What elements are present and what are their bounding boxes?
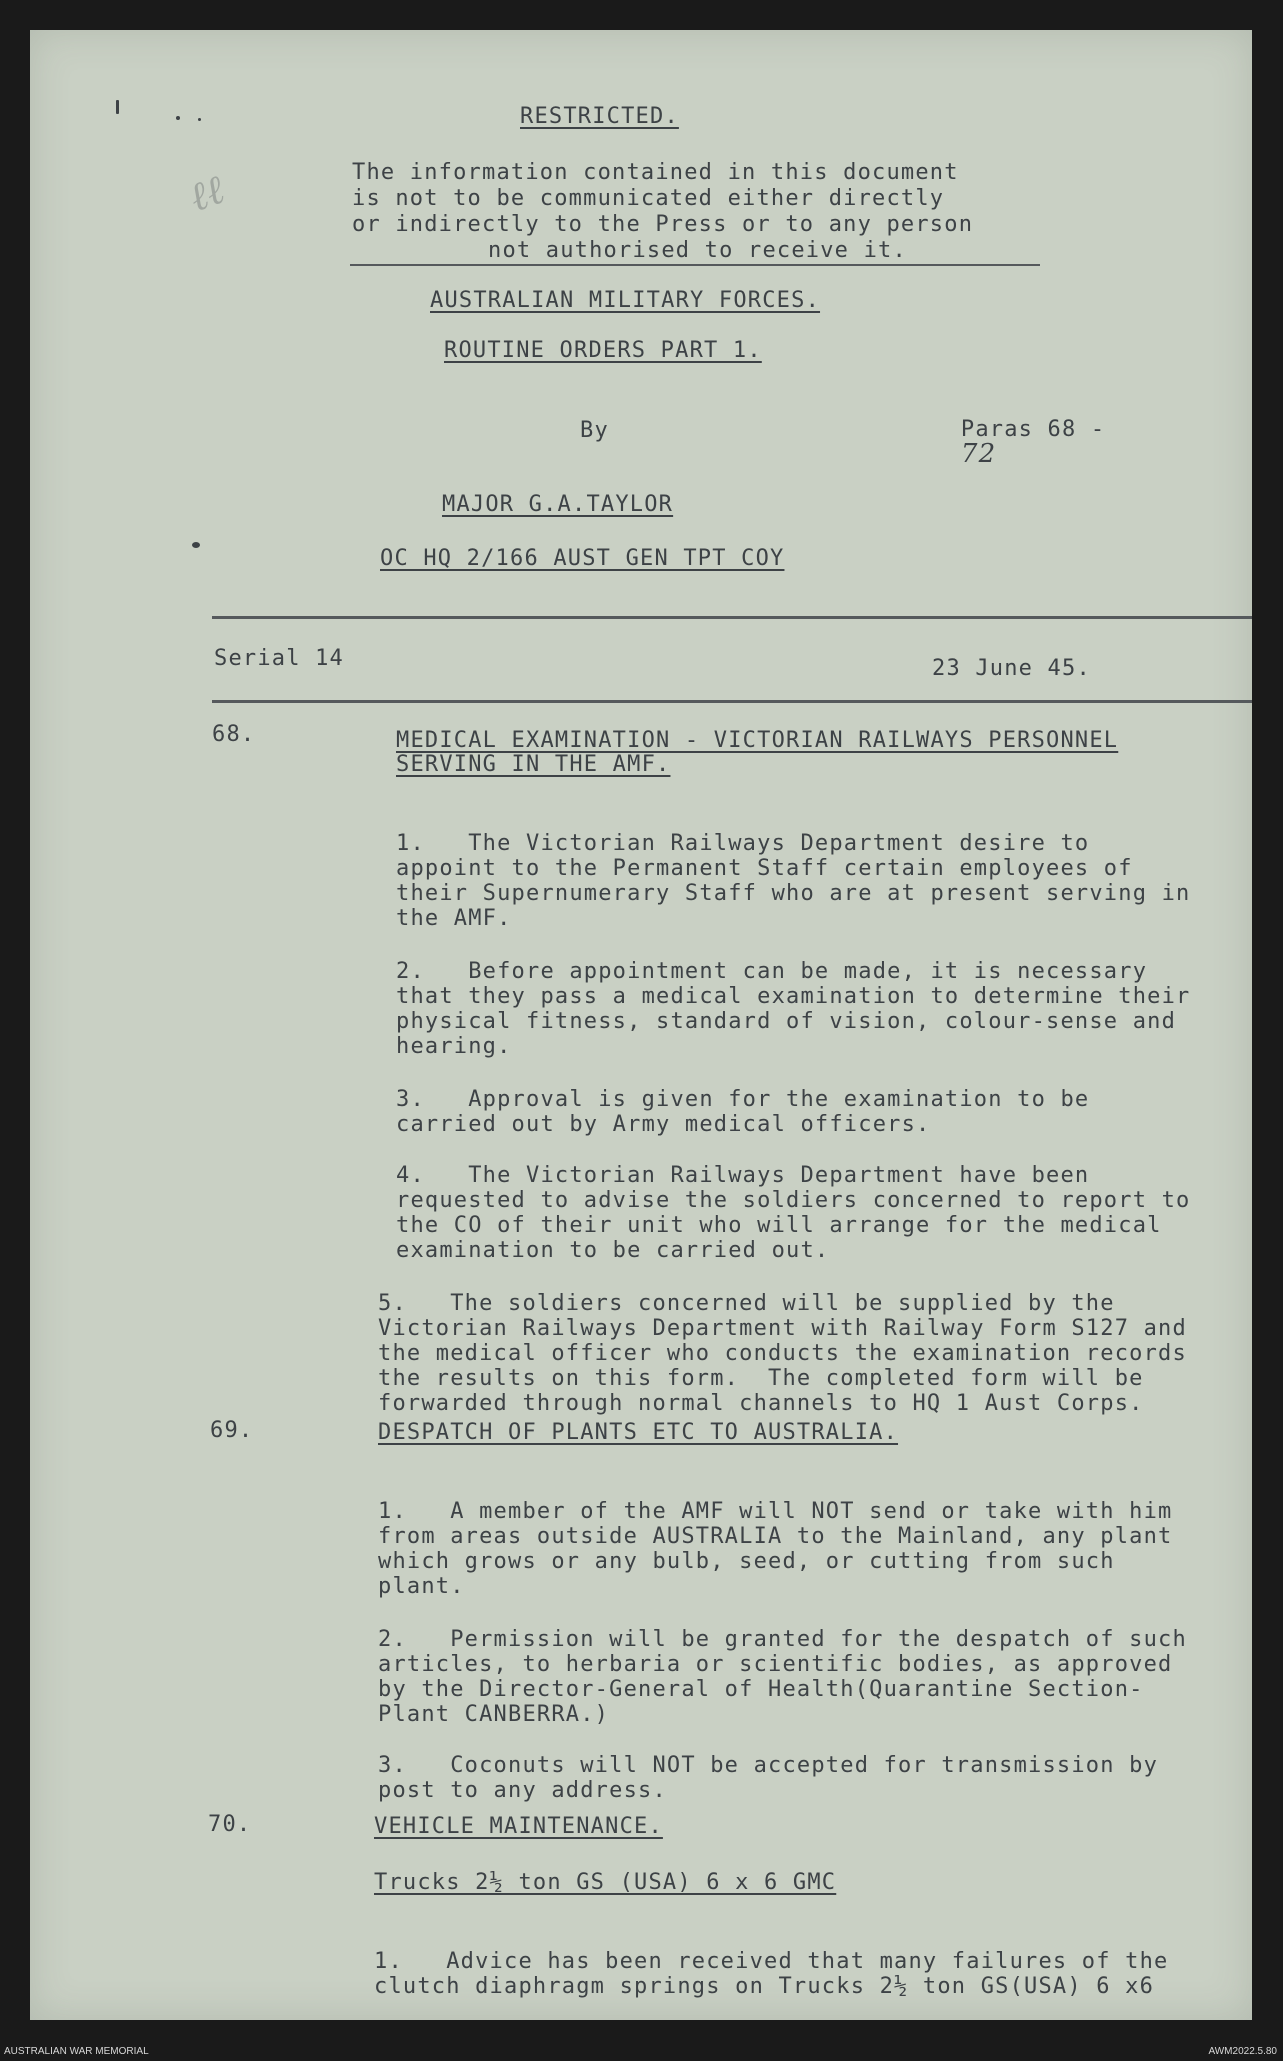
- security-notice-line-1: The information contained in this document: [352, 160, 959, 185]
- paras-range: [932, 392, 1105, 468]
- item-line: their Supernumerary Staff who are at present serving in: [396, 881, 1191, 906]
- restricted-heading: RESTRICTED.: [520, 104, 679, 129]
- notice-underline: [350, 264, 1040, 266]
- para-heading: MEDICAL EXAMINATION - VICTORIAN RAILWAYS PERSONNEL: [396, 728, 1119, 753]
- item-line: examination to be carried out.: [396, 1238, 830, 1263]
- para-number: 70.: [208, 1812, 252, 1837]
- orders-heading: ROUTINE ORDERS PART 1.: [444, 338, 762, 363]
- para-number: 68.: [212, 722, 256, 747]
- security-notice-line-2: is not to be communicated either directly: [352, 186, 945, 211]
- item-line: 5. The soldiers concerned will be supplied by the: [378, 1291, 1115, 1316]
- footer-credit: AUSTRALIAN WAR MEMORIAL: [4, 2046, 149, 2057]
- punch-mark: [116, 100, 119, 114]
- item-line: from areas outside AUSTRALIA to the Mainland, any plant: [378, 1524, 1173, 1549]
- order-date: 23 June 45.: [932, 656, 1091, 681]
- footer-accession: AWM2022.5.80: [1208, 2046, 1277, 2057]
- item-line: clutch diaphragm springs on Trucks 2½ ton GS(USA) 6 x6: [374, 1974, 1155, 1999]
- ink-dot: [192, 542, 200, 548]
- para-subheading: Trucks 2½ ton GS (USA) 6 x 6 GMC: [374, 1870, 837, 1895]
- serial-number: Serial 14: [214, 646, 345, 671]
- security-notice-line-4: not authorised to receive it.: [488, 238, 907, 263]
- item-line: the CO of their unit who will arrange for the medical: [396, 1213, 1162, 1238]
- item-line: Plant CANBERRA.): [378, 1702, 610, 1727]
- item-line: which grows or any bulb, seed, or cutting from such: [378, 1549, 1115, 1574]
- security-notice-line-3: or indirectly to the Press or to any person: [352, 212, 974, 237]
- para-item: [396, 1138, 1190, 1263]
- item-line: 2. Permission will be granted for the despatch of such: [378, 1627, 1187, 1652]
- para-item: [378, 1474, 1172, 1599]
- punch-mark: [176, 116, 180, 120]
- item-line: 1. Advice has been received that many failures of the: [374, 1949, 1169, 1974]
- serial-rule: [212, 700, 1252, 703]
- header-rule: [212, 616, 1252, 619]
- item-line: the results on this form. The completed form will be: [378, 1366, 1144, 1391]
- item-line: 1. A member of the AMF will NOT send or take with him: [378, 1499, 1173, 1524]
- paras-handwritten: 72: [960, 439, 997, 469]
- item-line: by the Director-General of Health(Quarantine Section-: [378, 1677, 1144, 1702]
- para-item: [374, 1924, 1168, 1999]
- item-line: plant.: [378, 1574, 465, 1599]
- para-heading: SERVING IN THE AMF.: [396, 752, 671, 777]
- para-item: [396, 1062, 1089, 1137]
- para-number: 69.: [210, 1418, 254, 1443]
- item-line: the AMF.: [396, 906, 512, 931]
- item-line: that they pass a medical examination to determine their: [396, 984, 1191, 1009]
- para-heading: DESPATCH OF PLANTS ETC TO AUSTRALIA.: [378, 1420, 899, 1445]
- handwritten-initials: ℓℓ: [183, 166, 231, 222]
- item-line: 3. Approval is given for the examination to be: [396, 1087, 1090, 1112]
- item-line: hearing.: [396, 1034, 512, 1059]
- para-item: [378, 1728, 1158, 1803]
- item-line: 2. Before appointment can be made, it is necessary: [396, 959, 1148, 984]
- by-line: By: [580, 418, 609, 443]
- paras-printed: Paras 68 -: [960, 417, 1106, 442]
- item-line: Victorian Railways Department with Railway Form S127 and: [378, 1316, 1187, 1341]
- forces-heading: AUSTRALIAN MILITARY FORCES.: [430, 288, 821, 313]
- para-item: [378, 1266, 1187, 1416]
- para-item: [396, 934, 1190, 1059]
- item-line: 3. Coconuts will NOT be accepted for transmission by: [378, 1753, 1159, 1778]
- item-line: appoint to the Permanent Staff certain employees of: [396, 856, 1133, 881]
- item-line: articles, to herbaria or scientific bodies, as approved: [378, 1652, 1173, 1677]
- item-line: physical fitness, standard of vision, colour-sense and: [396, 1009, 1177, 1034]
- item-line: 4. The Victorian Railways Department have been: [396, 1163, 1090, 1188]
- para-item: [396, 806, 1190, 931]
- unit-name: OC HQ 2/166 AUST GEN TPT COY: [380, 546, 785, 571]
- item-line: the medical officer who conducts the examination records: [378, 1341, 1187, 1366]
- item-line: post to any address.: [378, 1778, 667, 1803]
- punch-mark: [198, 118, 201, 121]
- officer-name: MAJOR G.A.TAYLOR: [442, 492, 674, 517]
- item-line: 1. The Victorian Railways Department desire to: [396, 831, 1090, 856]
- para-item: [378, 1602, 1187, 1727]
- item-line: carried out by Army medical officers.: [396, 1112, 931, 1137]
- item-line: requested to advise the soldiers concerned to report to: [396, 1188, 1191, 1213]
- para-heading: VEHICLE MAINTENANCE.: [374, 1814, 663, 1839]
- item-line: forwarded through normal channels to HQ 1 Aust Corps.: [378, 1391, 1144, 1416]
